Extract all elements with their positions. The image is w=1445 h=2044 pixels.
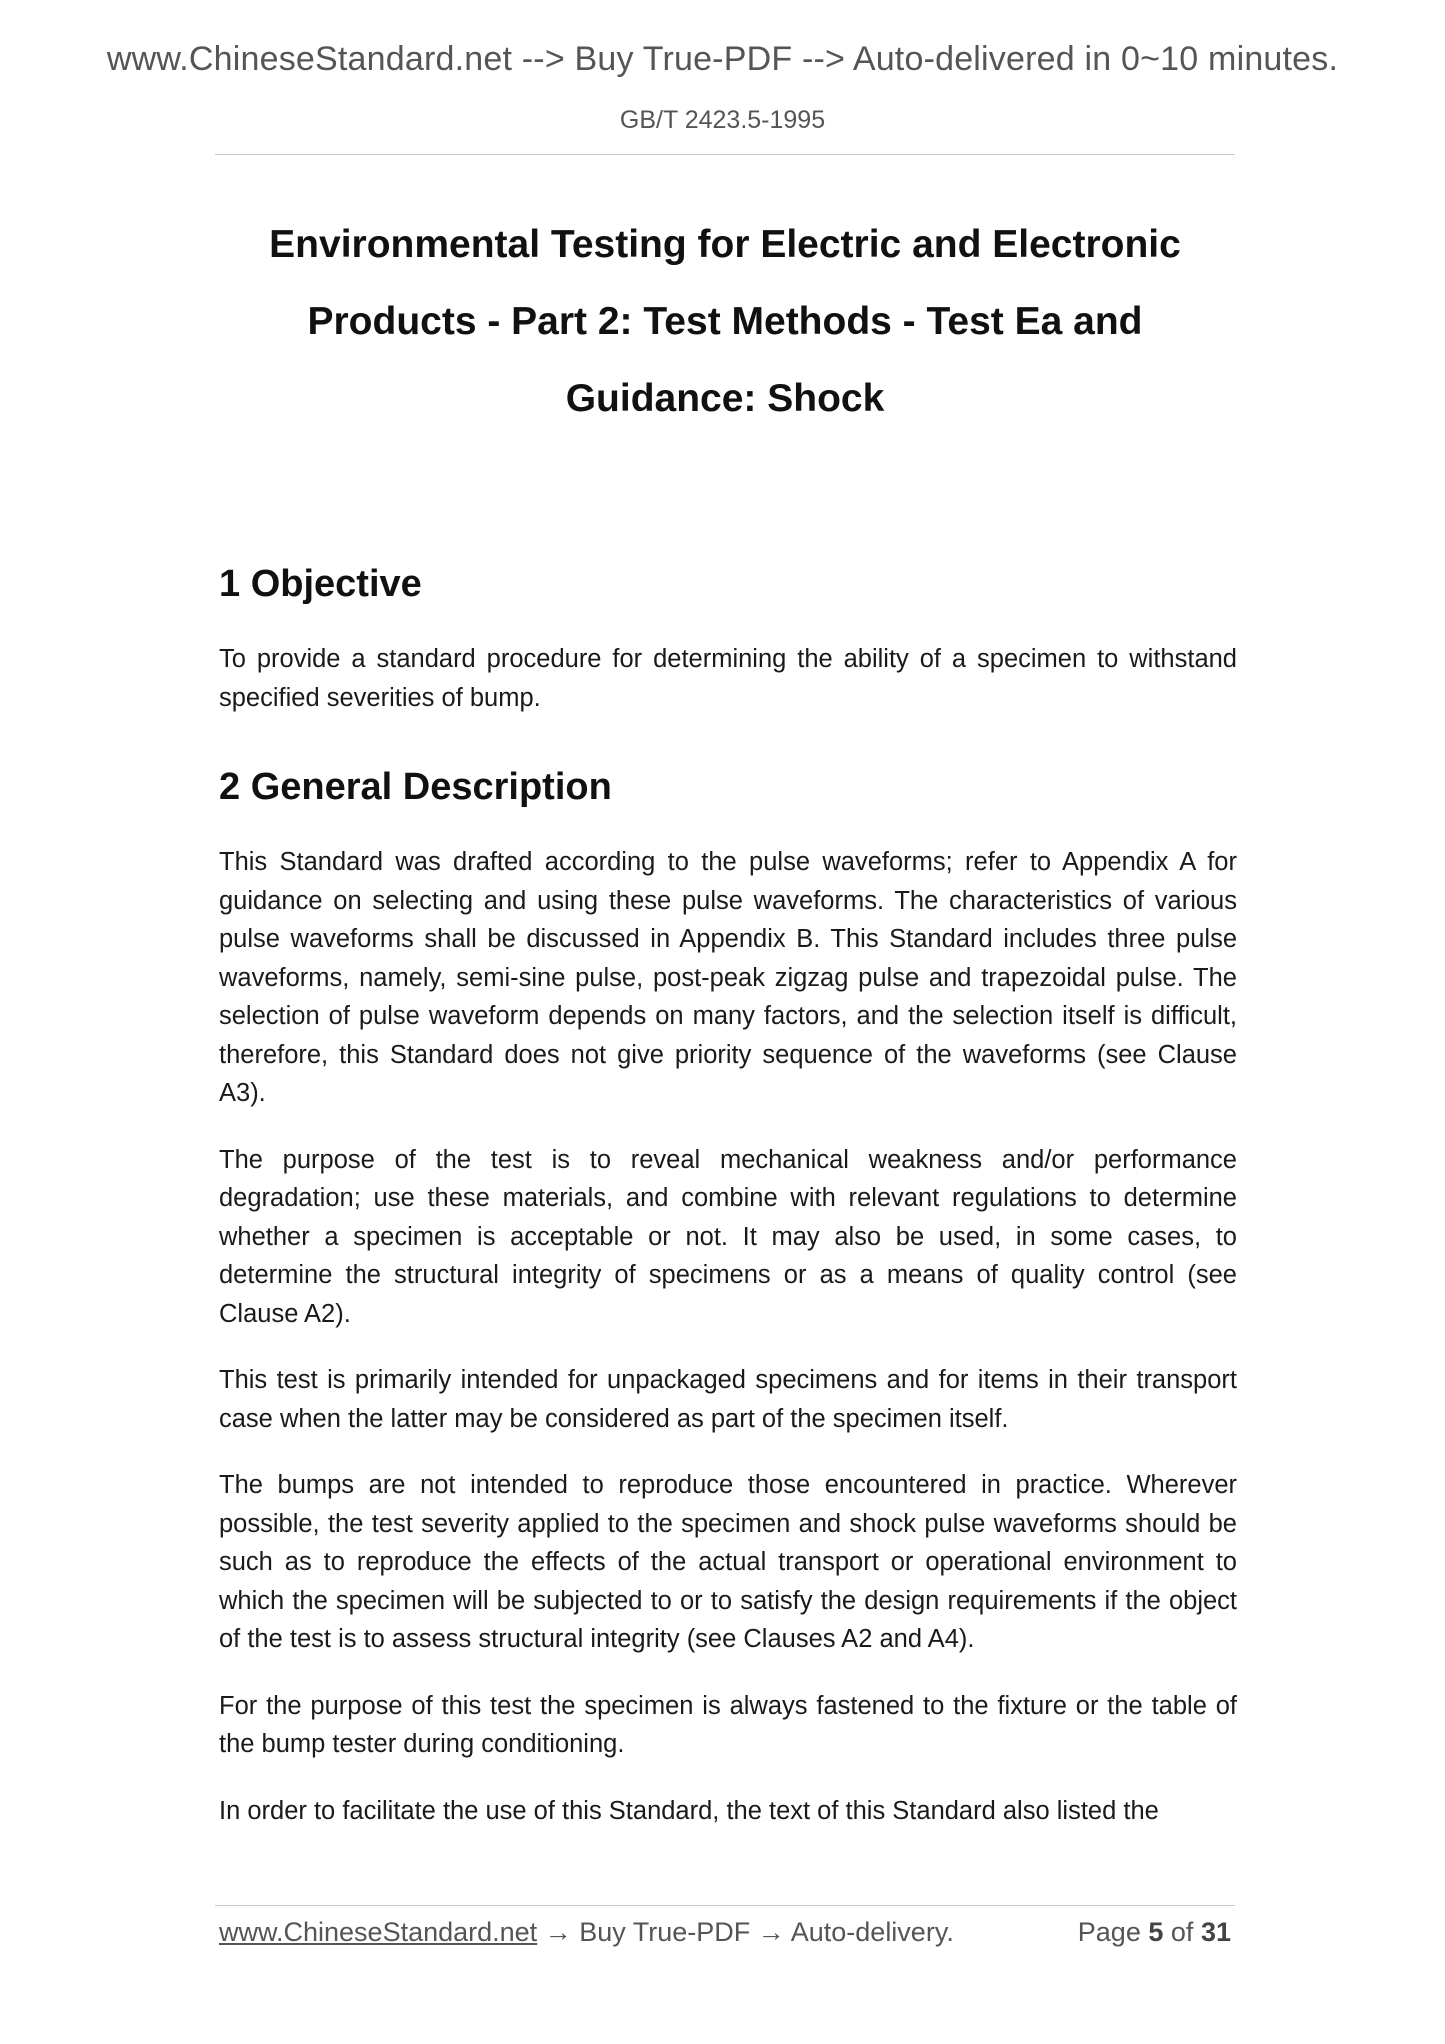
header-divider: [215, 154, 1235, 155]
footer-tagline: → Buy True-PDF → Auto-delivery.: [537, 1917, 954, 1947]
footer-divider: [215, 1905, 1235, 1906]
title-line: Guidance: Shock: [565, 377, 885, 420]
paragraph: The purpose of the test is to reveal mechanical weakness and/or performance degradation; use these materials, and combine with relevant regulations to determine whether a specimen is acceptable or not. It may also be used, in some cases, to determine the structural integrity of specimens or as a means of quality control (see Clause A2).: [219, 1145, 1237, 1328]
page-of-label: of: [1170, 1917, 1194, 1947]
paragraph: The bumps are not intended to reproduce those encountered in practice. Wherever possible, the test severity applied to the specimen and shock pulse waveforms should be such as to reproduce the effects of the actual transport or operational environment to which the specimen will be subjected to or to satisfy the design requirements if the object of the test is to assess structural integrity (see Clauses A2 and A4).: [219, 1471, 1237, 1653]
page-indicator: [1078, 1917, 1231, 1948]
document-body: [219, 562, 1237, 1830]
page-label: Page: [1077, 1917, 1141, 1947]
title-line: Products - Part 2: Test Methods - Test Ea and: [307, 300, 1143, 343]
footer-left: [219, 1917, 954, 1948]
top-banner: www.ChineseStandard.net --> Buy True-PDF --> Auto-delivered in 0~10 minutes.: [106, 40, 1339, 78]
paragraph: In order to facilitate the use of this Standard, the text of this Standard also listed the: [219, 1796, 1159, 1825]
document-title: [215, 206, 1235, 437]
paragraph: This test is primarily intended for unpackaged specimens and for items in their transport case when the latter may be considered as part of the specimen itself.: [219, 1366, 1237, 1433]
section-heading-general-description: 2 General Description: [219, 766, 612, 808]
paragraph: For the purpose of this test the specimen is always fastened to the fixture or the table of the bump tester during conditioning.: [219, 1691, 1237, 1758]
paragraph: To provide a standard procedure for determining the ability of a specimen to withstand specified severities of bump.: [219, 645, 1237, 712]
footer-website-link[interactable]: www.ChineseStandard.net: [219, 1917, 538, 1947]
section-heading-objective: 1 Objective: [219, 563, 422, 605]
paragraph: This Standard was drafted according to the pulse waveforms; refer to Appendix A for guidance on selecting and using these pulse waveforms. The characteristics of various pulse waveforms shall be discussed in Appendix B. This Standard includes three pulse waveforms, namely, semi-sine pulse, post-peak zigzag pulse and trapezoidal pulse. The selection of pulse waveform depends on many factors, and the selection itself is difficult, therefore, this Standard does not give priority sequence of the waveforms (see Clause A3).: [219, 848, 1237, 1107]
page-total: 31: [1200, 1917, 1231, 1947]
standard-number: GB/T 2423.5-1995: [619, 106, 826, 134]
page-current: 5: [1148, 1917, 1164, 1947]
page-footer: [219, 1917, 1231, 1948]
title-line: Environmental Testing for Electric and Electronic: [269, 223, 1181, 266]
